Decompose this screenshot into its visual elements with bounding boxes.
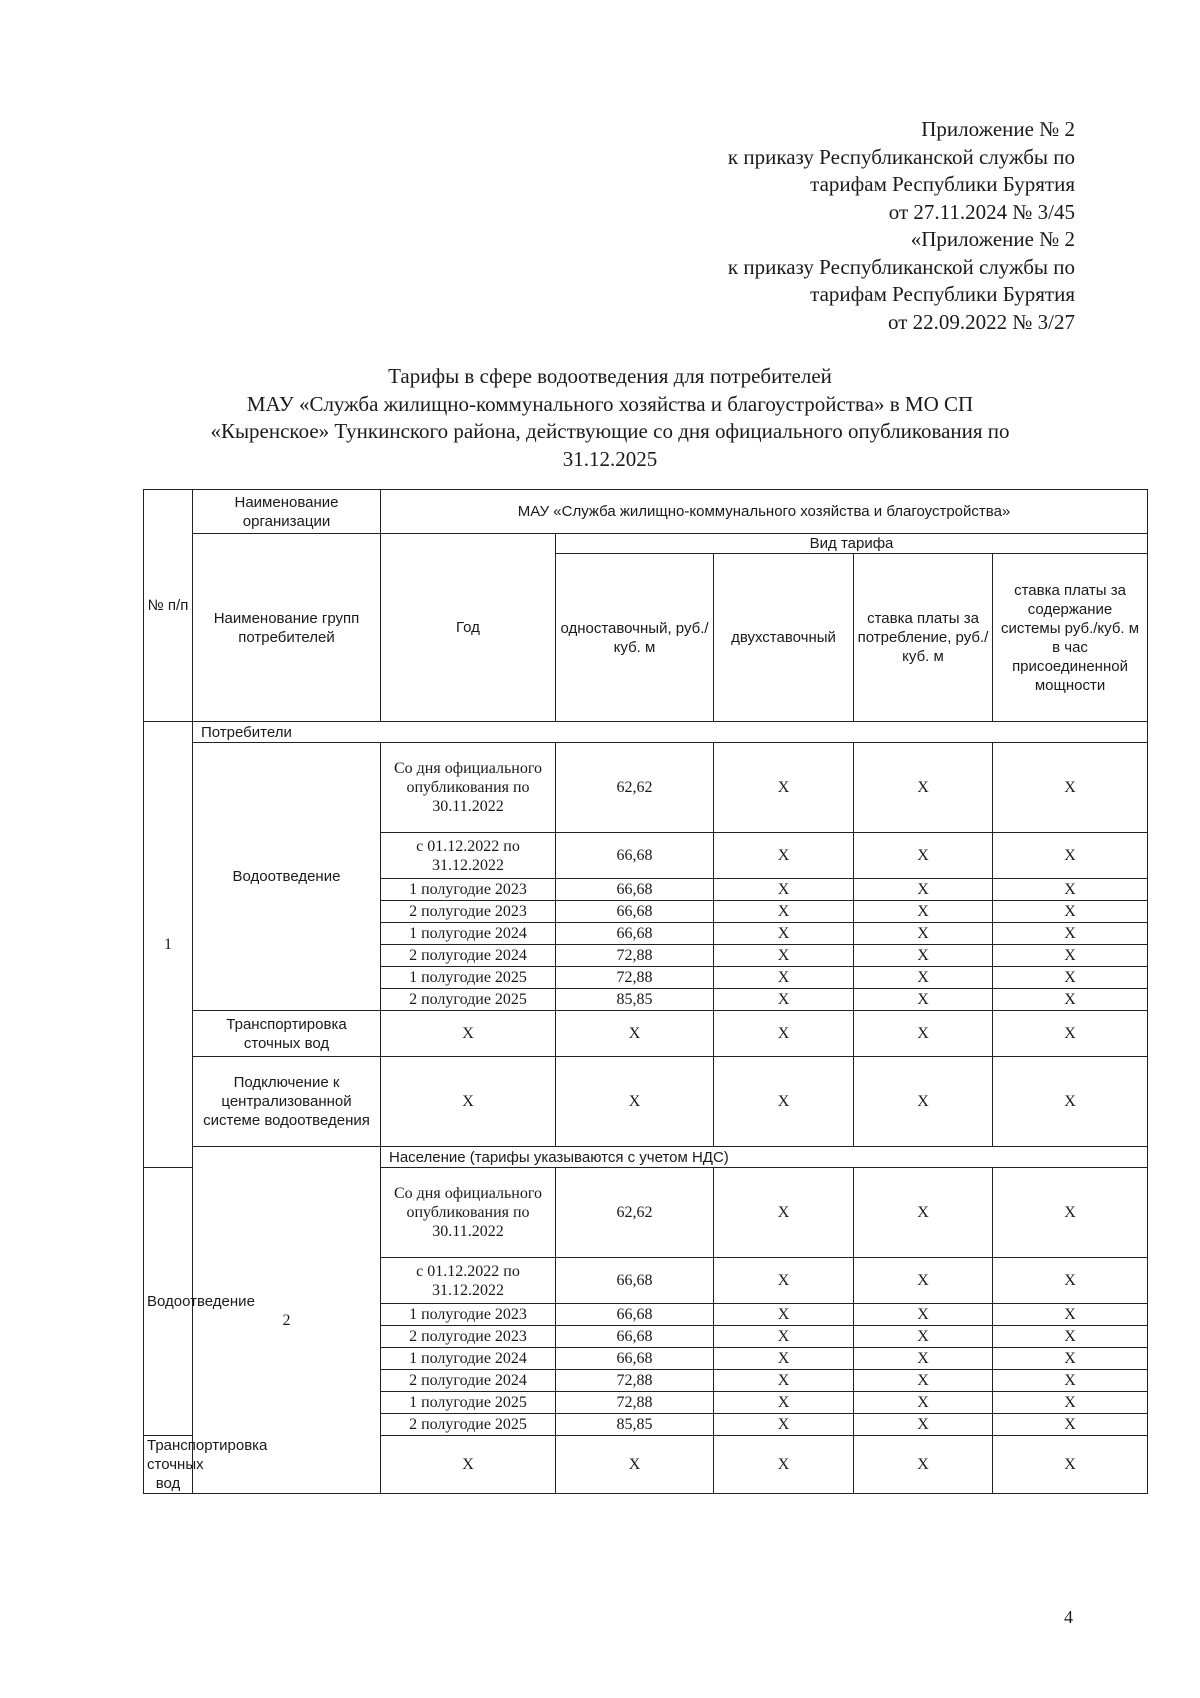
maintenance-rate-cell: X [993, 1057, 1148, 1147]
consumption-rate-cell: X [854, 879, 993, 901]
period-cell: Со дня официального опубликования по 30.11.2022 [381, 743, 556, 833]
consumption-rate-cell: X [854, 1011, 993, 1057]
period-cell: X [381, 1436, 556, 1494]
document-title [150, 363, 1070, 473]
two-rate-cell: X [714, 1011, 854, 1057]
single-rate-cell: 66,68 [556, 833, 714, 879]
single-rate-cell: 66,68 [556, 1348, 714, 1370]
single-rate-cell: 66,68 [556, 1304, 714, 1326]
single-rate-cell: X [556, 1011, 714, 1057]
table-row [144, 1057, 1148, 1147]
two-rate-cell: X [714, 833, 854, 879]
connection-label: Подключение к централизованной системе водоотведения [193, 1057, 381, 1147]
consumption-rate-cell: X [854, 989, 993, 1011]
period-cell: 2 полугодие 2023 [381, 901, 556, 923]
two-rate-cell: X [714, 1304, 854, 1326]
consumption-rate-cell: X [854, 1326, 993, 1348]
two-rate-cell: X [714, 1414, 854, 1436]
period-cell: 1 полугодие 2023 [381, 879, 556, 901]
period-cell: 2 полугодие 2025 [381, 989, 556, 1011]
maintenance-rate-cell: X [993, 1370, 1148, 1392]
tariff-table [143, 489, 1148, 1494]
annex-line: тарифам Республики Бурятия [810, 172, 1075, 196]
single-rate-cell: 66,68 [556, 1258, 714, 1304]
single-rate-cell: 72,88 [556, 1392, 714, 1414]
section-number: 2 [193, 1147, 381, 1494]
transport-label: Транспортировка сточных вод [193, 1011, 381, 1057]
consumption-rate-cell: X [854, 1436, 993, 1494]
maintenance-rate-cell: X [993, 1258, 1148, 1304]
two-rate-cell: X [714, 1370, 854, 1392]
single-rate-cell: 85,85 [556, 989, 714, 1011]
consumption-rate-cell: X [854, 1057, 993, 1147]
consumption-rate-cell: X [854, 945, 993, 967]
consumption-rate-cell: X [854, 967, 993, 989]
consumption-rate-cell: X [854, 1258, 993, 1304]
maintenance-rate-cell: X [993, 879, 1148, 901]
annex-line: к приказу Республиканской службы по [727, 144, 1075, 169]
consumption-rate-cell: X [854, 901, 993, 923]
maintenance-rate-cell: X [993, 1436, 1148, 1494]
table-row [144, 743, 1148, 833]
title-line: 31.12.2025 [562, 446, 658, 471]
section-title: Потребители [193, 722, 1148, 743]
period-cell: с 01.12.2022 по 31.12.2022 [381, 833, 556, 879]
maintenance-rate-cell: X [993, 989, 1148, 1011]
single-rate-cell: X [556, 1436, 714, 1494]
period-cell: X [381, 1011, 556, 1057]
service-name: Водоотведение [193, 743, 381, 1011]
period-cell: 2 полугодие 2024 [381, 1370, 556, 1392]
annex-line: «Приложение № 2 [910, 227, 1075, 251]
header-two-rate: двухставочный [714, 554, 854, 722]
single-rate-cell: 72,88 [556, 967, 714, 989]
header-tariff-kind: Вид тарифа [556, 534, 1148, 554]
consumption-rate-cell: X [854, 1168, 993, 1258]
maintenance-rate-cell: X [993, 1414, 1148, 1436]
period-cell: 1 полугодие 2024 [381, 923, 556, 945]
consumption-rate-cell: X [854, 743, 993, 833]
single-rate-cell: 72,88 [556, 1370, 714, 1392]
two-rate-cell: X [714, 743, 854, 833]
consumption-rate-cell: X [854, 1392, 993, 1414]
period-cell: 2 полугодие 2023 [381, 1326, 556, 1348]
header-org-name: МАУ «Служба жилищно-коммунального хозяйства и благоустройства» [381, 490, 1148, 534]
header-num: № п/п [144, 490, 193, 722]
table-row [144, 1011, 1148, 1057]
consumption-rate-cell: X [854, 833, 993, 879]
two-rate-cell: X [714, 945, 854, 967]
period-cell: 2 полугодие 2024 [381, 945, 556, 967]
annex-line: Приложение № 2 [921, 117, 1075, 141]
header-year: Год [381, 534, 556, 722]
annex-line: от 27.11.2024 № 3/45 [888, 199, 1075, 224]
maintenance-rate-cell: X [993, 923, 1148, 945]
title-line: МАУ «Служба жилищно-коммунального хозяйства и благоустройства» в МО СП [246, 391, 974, 416]
annex-line: к приказу Республиканской службы по [727, 254, 1075, 279]
period-cell: 1 полугодие 2023 [381, 1304, 556, 1326]
annex-line: от 22.09.2022 № 3/27 [887, 309, 1075, 334]
period-cell: X [381, 1057, 556, 1147]
service-name: Водоотведение [144, 1168, 193, 1436]
period-cell: 2 полугодие 2025 [381, 1414, 556, 1436]
maintenance-rate-cell: X [993, 1011, 1148, 1057]
two-rate-cell: X [714, 1057, 854, 1147]
consumption-rate-cell: X [854, 1414, 993, 1436]
period-cell: 1 полугодие 2024 [381, 1348, 556, 1370]
maintenance-rate-cell: X [993, 833, 1148, 879]
consumption-rate-cell: X [854, 923, 993, 945]
single-rate-cell: 66,68 [556, 879, 714, 901]
annex-line: тарифам Республики Бурятия [810, 282, 1075, 306]
period-cell: Со дня официального опубликования по 30.11.2022 [381, 1168, 556, 1258]
maintenance-rate-cell: X [993, 1392, 1148, 1414]
title-line: Тарифы в сфере водоотведения для потребителей [388, 364, 832, 388]
section-number: 1 [144, 722, 193, 1168]
maintenance-rate-cell: X [993, 743, 1148, 833]
single-rate-cell: 62,62 [556, 1168, 714, 1258]
two-rate-cell: X [714, 1348, 854, 1370]
single-rate-cell: 85,85 [556, 1414, 714, 1436]
consumption-rate-cell: X [854, 1370, 993, 1392]
two-rate-cell: X [714, 1392, 854, 1414]
two-rate-cell: X [714, 967, 854, 989]
maintenance-rate-cell: X [993, 901, 1148, 923]
single-rate-cell: 62,62 [556, 743, 714, 833]
transport-label: Транспортировка сточных вод [144, 1436, 193, 1494]
maintenance-rate-cell: X [993, 967, 1148, 989]
two-rate-cell: X [714, 923, 854, 945]
single-rate-cell: 66,68 [556, 1326, 714, 1348]
single-rate-cell: 72,88 [556, 945, 714, 967]
two-rate-cell: X [714, 879, 854, 901]
single-rate-cell: 66,68 [556, 923, 714, 945]
header-consumption-rate: ставка платы за потребление, руб./ куб. м [854, 554, 993, 722]
header-group-label: Наименование групп потребителей [193, 534, 381, 722]
consumption-rate-cell: X [854, 1348, 993, 1370]
two-rate-cell: X [714, 989, 854, 1011]
maintenance-rate-cell: X [993, 1348, 1148, 1370]
period-cell: 1 полугодие 2025 [381, 967, 556, 989]
single-rate-cell: 66,68 [556, 901, 714, 923]
header-maintenance-rate: ставка платы за содержание системы руб./куб. м в час присоединенной мощности [993, 554, 1148, 722]
two-rate-cell: X [714, 901, 854, 923]
consumption-rate-cell: X [854, 1304, 993, 1326]
maintenance-rate-cell: X [993, 1326, 1148, 1348]
two-rate-cell: X [714, 1168, 854, 1258]
header-org-label: Наименование организации [193, 490, 381, 534]
maintenance-rate-cell: X [993, 945, 1148, 967]
period-cell: 1 полугодие 2025 [381, 1392, 556, 1414]
annex-header [555, 116, 1075, 336]
section-title: Население (тарифы указываются с учетом НДС) [381, 1147, 1148, 1168]
period-cell: с 01.12.2022 по 31.12.2022 [381, 1258, 556, 1304]
two-rate-cell: X [714, 1326, 854, 1348]
two-rate-cell: X [714, 1436, 854, 1494]
two-rate-cell: X [714, 1258, 854, 1304]
page-number: 4 [1064, 1607, 1073, 1627]
maintenance-rate-cell: X [993, 1304, 1148, 1326]
single-rate-cell: X [556, 1057, 714, 1147]
maintenance-rate-cell: X [993, 1168, 1148, 1258]
title-line: «Кыренское» Тункинского района, действующие со дня официального опубликования по [210, 419, 1010, 443]
header-single-rate: одноставочный, руб./ куб. м [556, 554, 714, 722]
